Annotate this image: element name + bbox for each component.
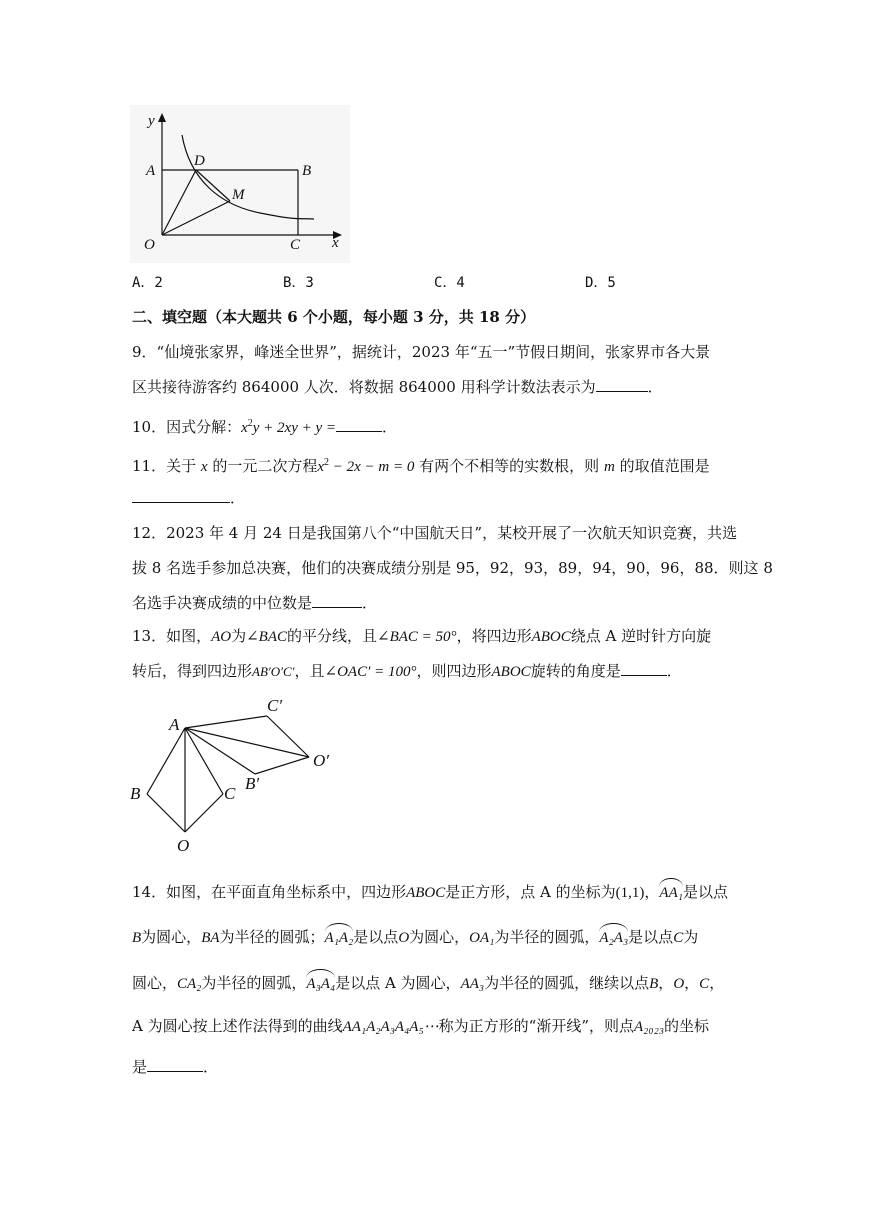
q10-end: ． xyxy=(382,418,398,436)
q10-prefix: 10．因式分解： xyxy=(132,418,242,436)
label-y: y xyxy=(148,113,155,129)
label-A: A xyxy=(146,163,156,179)
q14-line4 xyxy=(132,1016,709,1037)
label-O: O xyxy=(144,237,155,253)
q13-l2a: 转后，得到四边形 xyxy=(132,662,253,680)
q14-OA1: OA₁ xyxy=(469,930,495,946)
q14-l3-sep: ， xyxy=(658,974,674,992)
q14-l3-sep2: ， xyxy=(684,974,700,992)
segment-AO-prime xyxy=(185,728,309,757)
q13-ABOC: ABOC xyxy=(531,629,571,645)
label-O: O xyxy=(177,836,190,855)
q14-l1d: 是以点 xyxy=(682,883,728,901)
q13-prefix: 13．如图， xyxy=(132,627,212,645)
option-d: D．5 xyxy=(585,275,616,291)
q13-l2d: 旋转的角度是 xyxy=(530,662,621,680)
q11-eq-exp: 2 xyxy=(324,457,330,468)
label-C: C xyxy=(290,237,301,253)
q13-ABOC-prime: AB′O′C′ xyxy=(252,664,295,679)
q14-O: O xyxy=(398,930,410,946)
q13-l2b: ，且 xyxy=(294,662,325,680)
q14-arc-A2A3: A₂A₃ xyxy=(599,925,628,948)
q10-expr: y + 2xy + y = xyxy=(252,420,337,436)
q14-arc-A3A4: A₃A₄ xyxy=(306,971,335,994)
section-title: 二、填空题（本大题共 6 个小题，每小题 3 分，共 18 分） xyxy=(132,308,536,326)
q14-B: B xyxy=(132,930,142,946)
segment-BO xyxy=(147,794,185,832)
q13-eq1: ∠BAC = 50° xyxy=(377,629,457,645)
q14-l5: 是 xyxy=(132,1058,148,1076)
label-D: D xyxy=(194,153,205,169)
q14-l3b: 为半径的圆弧， xyxy=(201,974,307,992)
q14-l3c: 是以点 A 为圆心， xyxy=(335,974,461,992)
q14-coord: (1,1) xyxy=(615,885,645,901)
q12-end: ． xyxy=(362,594,378,612)
label-C: C xyxy=(224,784,236,803)
q11-x: x xyxy=(200,459,208,475)
q12-line1: 12．2023 年 4 月 24 日是我国第八个“中国航天日”，某校开展了一次航天知识竞赛，共选 xyxy=(132,524,738,542)
q13-t2: 的平分线，且 xyxy=(287,627,378,645)
q13-ABOC-3: ABOC xyxy=(491,664,531,680)
q14-l1c: ， xyxy=(644,883,660,901)
q13-answer-blank xyxy=(621,661,667,676)
q12-answer-blank xyxy=(312,593,362,608)
q14-l3-B: B xyxy=(649,976,659,992)
q14-end: ． xyxy=(203,1058,219,1076)
q14-line1 xyxy=(132,880,728,903)
graph-svg xyxy=(130,105,350,263)
figure-graph-1 xyxy=(130,105,350,263)
segment-O-prime-B-prime xyxy=(255,757,309,774)
q14-l3-O: O xyxy=(673,976,685,992)
q14-l1b: 是正方形，点 A 的坐标为 xyxy=(445,883,616,901)
q13-angle-BAC: ∠BAC xyxy=(246,629,288,645)
q9-answer-blank xyxy=(596,377,648,392)
q13-line2 xyxy=(132,661,682,682)
q14-curve: AA₁A₂A₃A₄A₅⋯ xyxy=(342,1019,439,1035)
q12-line2: 拔 8 名选手参加总决赛，他们的决赛成绩分别是 95，92，93，89，94，90，96，88．则这 8 xyxy=(132,559,773,577)
segment-AC-prime xyxy=(185,716,267,728)
rotation-svg xyxy=(125,690,345,860)
q14-l2h: 为 xyxy=(683,928,699,946)
q12-text: 名选手决赛成绩的中位数是 xyxy=(132,594,313,612)
label-B: B xyxy=(302,163,312,179)
q14-line5 xyxy=(132,1057,218,1077)
q14-C: C xyxy=(673,930,684,946)
figure-rotation-2 xyxy=(125,690,345,860)
q9-line1: 9．“仙境张家界，峰迷全世界”，据统计，2023 年“五一”节假日期间，张家界市各大景 xyxy=(132,343,711,361)
q14-answer-blank xyxy=(147,1057,203,1072)
q11-suffix: 的取值范围是 xyxy=(619,457,710,475)
segment-C-prime-O-prime xyxy=(267,716,309,757)
q9-end: ． xyxy=(647,378,663,396)
q14-arc-A1A2: A₁A₂ xyxy=(325,925,354,948)
q11-answer-blank xyxy=(132,488,230,503)
q13-end: ． xyxy=(666,662,682,680)
q14-l3d: 为半径的圆弧，继续以点 xyxy=(484,974,650,992)
q14-l4a: A 为圆心按上述作法得到的曲线 xyxy=(132,1017,343,1035)
label-M: M xyxy=(232,187,245,203)
q12-line3 xyxy=(132,593,377,613)
q10-x: x xyxy=(241,420,248,436)
q14-l2d: 是以点 xyxy=(353,928,399,946)
segment-OC xyxy=(185,794,223,832)
label-x: x xyxy=(332,235,339,251)
label-A: A xyxy=(169,715,180,734)
graph-background xyxy=(130,105,350,263)
label-O-prime: O′ xyxy=(313,751,329,770)
q11-end: ． xyxy=(230,489,246,507)
option-b: B．3 xyxy=(283,275,314,291)
q14-AA3: AA₃ xyxy=(460,976,485,992)
q11-eq-rest: − 2x − m = 0 xyxy=(329,459,415,475)
q11-line1 xyxy=(132,453,710,477)
label-B: B xyxy=(130,784,141,803)
q14-l3-end: ， xyxy=(709,974,725,992)
q14-l3-C: C xyxy=(699,976,710,992)
q13-AO: AO xyxy=(211,629,232,645)
q9-text: 区共接待游客约 864000 人次．将数据 864000 用科学计数法表示为 xyxy=(132,378,596,396)
q14-l2c: 为半径的圆弧； xyxy=(219,928,325,946)
q13-line1 xyxy=(132,626,711,647)
q11-line2 xyxy=(132,488,245,508)
q11-m: m xyxy=(603,459,615,475)
q11-eq-x: x xyxy=(317,459,325,475)
q14-l2f: 为半径的圆弧， xyxy=(494,928,600,946)
q14-l1a: 14．如图，在平面直角坐标系中，四边形 xyxy=(132,883,407,901)
q10-answer-blank xyxy=(336,417,382,432)
q10-line xyxy=(132,414,397,438)
q11-mid1: 的一元二次方程 xyxy=(212,457,318,475)
q14-CA2: CA₂ xyxy=(177,976,202,992)
segment-B-prime-A xyxy=(185,728,255,774)
q13-eq2: ∠OAC′ = 100° xyxy=(324,664,417,680)
q14-arc-AA1: AA₁ xyxy=(659,880,683,903)
q9-line2 xyxy=(132,377,663,397)
label-C-prime: C′ xyxy=(267,696,283,715)
q14-ABOC: ABOC xyxy=(406,885,446,901)
segment-CA xyxy=(185,728,223,794)
q13-l2c: ，则四边形 xyxy=(416,662,492,680)
q14-l3a: 圆心， xyxy=(132,974,178,992)
q14-l2b: 为圆心， xyxy=(141,928,202,946)
option-a: A．2 xyxy=(132,275,163,291)
option-c: C．4 xyxy=(434,275,465,291)
q14-l2g: 是以点 xyxy=(628,928,674,946)
segment-AB xyxy=(147,728,185,794)
q13-t1: 为 xyxy=(231,627,247,645)
q14-line3 xyxy=(132,971,724,994)
q10-exp: 2 xyxy=(247,418,253,429)
q14-A2023: A₂₀₂₃ xyxy=(634,1019,665,1035)
q14-l2e: 为圆心， xyxy=(409,928,470,946)
q13-t4: 绕点 A 逆时针方向旋 xyxy=(570,627,712,645)
q14-BA: BA xyxy=(201,930,220,946)
q11-mid2: 有两个不相等的实数根，则 xyxy=(419,457,600,475)
q14-line2 xyxy=(132,925,698,948)
label-B-prime: B′ xyxy=(245,774,260,793)
q11-prefix: 11．关于 xyxy=(132,457,197,475)
q13-t3: ，将四边形 xyxy=(456,627,532,645)
q14-l4c: 的坐标 xyxy=(664,1017,710,1035)
q14-l4b: 称为正方形的“渐开线”，则点 xyxy=(438,1017,635,1035)
